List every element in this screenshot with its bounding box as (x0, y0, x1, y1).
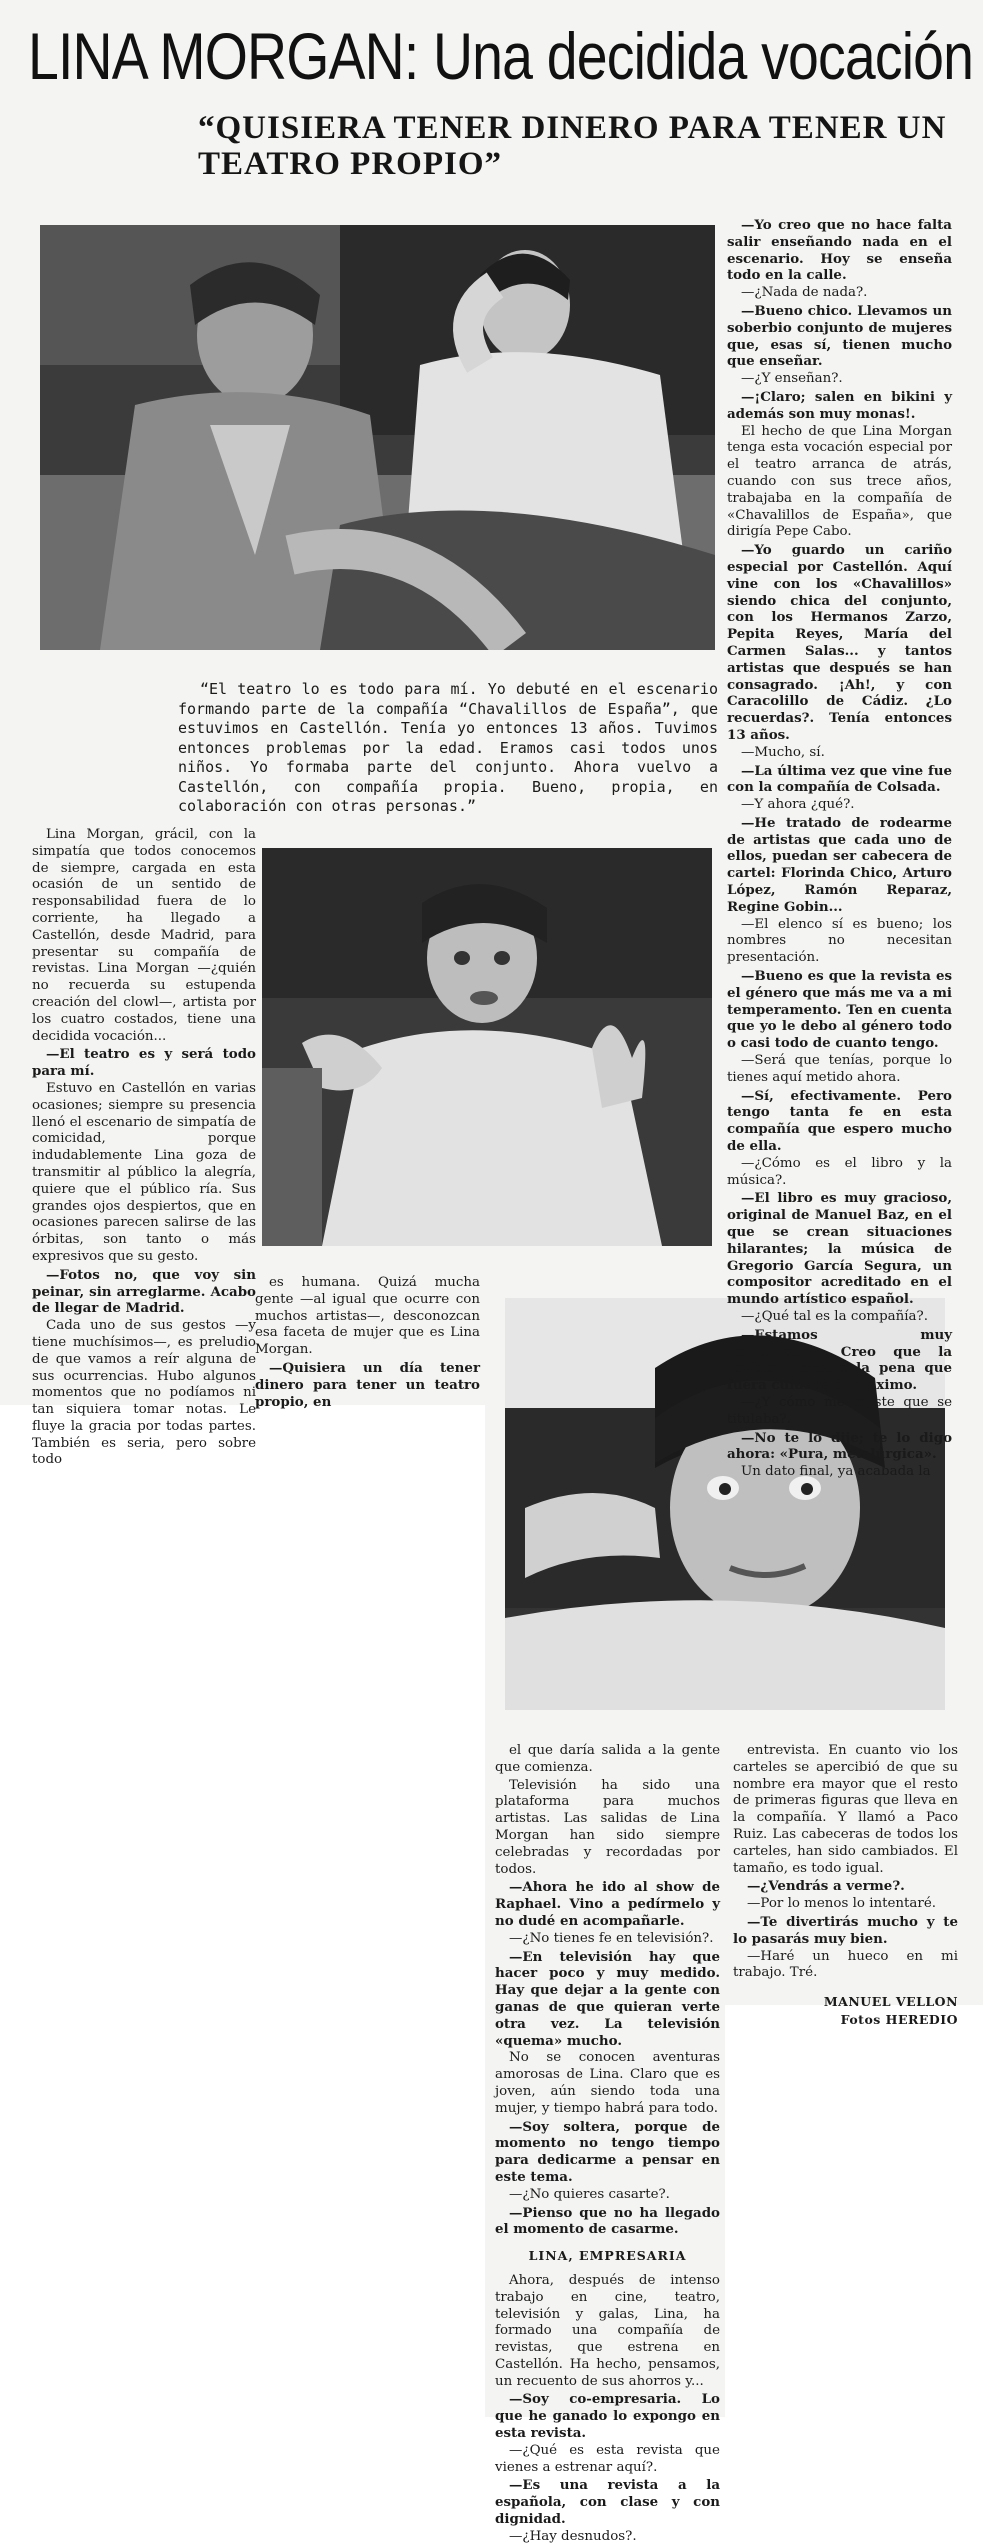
paragraph: —Por lo menos lo intentaré. (747, 1896, 936, 1912)
paragraph: —Es una revista a la española, con clase y con dignidad. (495, 2477, 720, 2528)
column-2 (255, 1275, 480, 1411)
paragraph: Estuvo en Castellón en varias ocasiones; siempre su presencia llenó el escenario de simpatía de comicidad, porque indudablemente Lina goza de transmitir al público la alegría, quiere que el público ría. Sus grandes ojos despiertos, que en ocasiones parecen salirse de las órbitas, son tanto o más expresivos que su gesto. (32, 1080, 256, 1264)
pull-quote-text: “El teatro lo es todo para mí. Yo debuté en el escenario formando parte de la compañía “Chavalillos de España”, que estuvimos en Castellón. Tenía yo entonces 13 años. Tuvimos entonces problemas por la edad. Eramos casi todos unos niños. Yo formaba parte del conjunto. Ahora vuelvo a Castellón, con compañía propia. Bueno, propia, en colaboración con otras personas.” (178, 680, 718, 815)
paragraph: —¿Y enseñan?. (741, 371, 843, 387)
paragraph: —¿Nada de nada?. (741, 285, 868, 301)
paragraph: —Bueno chico. Llevamos un soberbio conjunto de mujeres que, esas sí, tienen mucho que enseñar. (727, 302, 952, 370)
paragraph: —Te divertirás mucho y te lo pasarás muy bien. (733, 1913, 958, 1947)
paragraph: Un dato final, ya acabada la (741, 1464, 931, 1480)
paragraph: —En televisión hay que hacer poco y muy medido. Hay que dejar a la gente con ganas de que quieran verte otra vez. La televisión «quema» mucho. (495, 1948, 720, 2049)
paragraph: —Pienso que no ha llegado el momento de casarme. (495, 2204, 720, 2238)
photo-gesturing (262, 848, 712, 1246)
byline-photos: Fotos HEREDIO (840, 2011, 958, 2027)
photo-sofa-interview (40, 225, 715, 650)
column-4 (495, 1743, 720, 2547)
paragraph: —¿No tienes fe en televisión?. (509, 1930, 714, 1946)
paragraph: —¿Vendrás a verme?. (747, 1878, 905, 1895)
paragraph: —Ahora he ido al show de Raphael. Vino a pedírmelo y no dudé en acompañarle. (495, 1879, 720, 1929)
paragraph: —La última vez que vine fue con la compañía de Colsada. (727, 762, 952, 796)
headline-title: LINA MORGAN: Una decidida vocación (28, 19, 974, 93)
paragraph: —He tratado de rodearme de artistas que cada uno de ellos, puedan ser cabecera de cartel: Florinda Chico, Arturo López, Ramón Reparaz, Regine Gobin... (727, 814, 952, 915)
paragraph: —Bueno es que la revista es el género que más me va a mi temperamento. Ten en cuenta que yo le debo al género todo o casi todo de cuanto tengo. (727, 968, 952, 1052)
paragraph: el que daría salida a la gente que comienza. (495, 1743, 720, 1775)
paragraph: —Yo guardo un cariño especial por Castellón. Aquí vine con los «Chavalillos» siendo chica del conjunto, con los Hermanos Zarzo, Pepita Reyes, María del Carmen Salas... y tantos artistas que después se han consagrado. ¡Ah!, y con Caracolillo de Cádiz. ¿Lo recuerdas?. Tenía entonces 13 años. (727, 542, 952, 743)
paragraph: No se conocen aventuras amorosas de Lina. Claro que es joven, aún siendo toda una mujer, y tiempo habrá para todo. (495, 2050, 720, 2116)
paragraph: —¿Qué es esta revista que vienes a estrenar aquí?. (495, 2442, 720, 2475)
paragraph: —¿No quieres casarte?. (509, 2186, 670, 2202)
column-3 (727, 217, 952, 1482)
paragraph: —El libro es muy gracioso, original de Manuel Baz, en el que se crean situaciones hilarantes; la música de Gregorio García Segura, un compositor acreditado en el mundo artístico español. (727, 1190, 952, 1308)
paragraph: es humana. Quizá mucha gente —al igual que ocurre con muchos artistas—, desconozcan esa faceta de mujer que es Lina Morgan. (255, 1275, 480, 1358)
column-1 (32, 827, 256, 1470)
pull-quote (178, 680, 718, 817)
paragraph: Cada uno de sus gestos —y tiene muchísimos—, es preludio de que vamos a reír alguna de sus ocurrencias. Hubo algunos momentos que no podíamos ni tan siquiera tomar notas. Le fluye la gracia por todas partes. También es seria, pero sobre todo (32, 1318, 256, 1468)
paragraph: —¿Qué tal es la compañía?. (741, 1309, 928, 1324)
paragraph: Lina Morgan, grácil, con la simpatía que todos conocemos de siempre, cargada en esta ocasión de un sentido de responsabilidad fuera de lo corriente, ha llegado a Castellón, desde Madrid, para presentar su compañía de revistas. Lina Morgan —¿quién no recuerda su estupenda creación del clowl—, artista por los cuatro costados, tiene una decidida vocación... (32, 827, 256, 1044)
paragraph: —Sí, efectivamente. Pero tengo tanta fe en esta compañía que espero mucho de ella. (727, 1087, 952, 1155)
paragraph: —El teatro es y será todo para mí. (32, 1046, 256, 1080)
paragraph: —Haré un hueco en mi trabajo. Tré. (733, 1948, 958, 1981)
paragraph: Televisión ha sido una plataforma para muchos artistas. Las salidas de Lina Morgan han sido siempre celebradas y recordadas por todos. (495, 1777, 720, 1877)
paragraph: El hecho de que Lina Morgan tenga esta vocación especial por el teatro arranca de atrás, cuando con sus trece años, trabajaba en la compañía de «Chavalillos de España», que dirigía Pepe Cabo. (727, 423, 952, 540)
byline-author: MANUEL VELLON (823, 1994, 958, 2010)
paragraph: —Fotos no, que voy sin peinar, sin arreglarme. Acabo de llegar de Madrid. (32, 1266, 256, 1317)
paragraph: —Yo creo que no hace falta salir enseñando nada en el escenario. Hoy se enseña todo en la calle. (727, 217, 952, 284)
paragraph: —Será que tenías, porque lo tienes aquí metido ahora. (727, 1053, 952, 1085)
paragraph: —¿Y cómo me dijiste que se titulaba?. (727, 1394, 952, 1427)
paragraph: Ahora, después de intenso trabajo en cine, teatro, televisión y galas, Lina, ha formado una compañía de revistas, que estrena en Castellón. Ha hecho, pensamos, un recuento de sus ahorros y... (495, 2272, 720, 2389)
column-5-body (733, 1743, 958, 1982)
paragraph: —Quisiera un día tener dinero para tener un teatro propio, en (255, 1359, 480, 1410)
paragraph: LINA, EMPRESARIA (528, 2248, 687, 2264)
paragraph: —Estamos muy conjuntados. Creo que la revista merecía la pena que fuera cuidada al máximo. (727, 1326, 952, 1394)
paragraph: —Soy co-empresaria. Lo que he ganado lo expongo en esta revista. (495, 2391, 720, 2442)
paragraph: —Y ahora ¿qué?. (741, 797, 855, 813)
paragraph: —¿Hay desnudos?. (509, 2528, 637, 2544)
paragraph: —Soy soltera, porque de momento no tengo tiempo para dedicarme a pensar en este tema. (495, 2118, 720, 2185)
column-5 (733, 1743, 958, 2030)
headline-subtitle: “QUISIERA TENER DINERO PARA TENER UN TEATRO PROPIO” (198, 110, 947, 182)
paragraph: —¡Claro; salen en bikini y además son muy monas!. (727, 388, 952, 422)
paragraph: —¿Cómo es el libro y la música?. (727, 1155, 952, 1188)
paragraph: —Mucho, sí. (741, 744, 825, 760)
paragraph: entrevista. En cuanto vio los carteles se apercibió de que su nombre era mayor que el resto de primeras figuras que lleva en la compañía. Y llamó a Paco Ruiz. Las cabeceras de todos los carteles, han sido cambiados. El tamaño, es todo igual. (733, 1743, 958, 1876)
paragraph: —No te lo dije; te lo digo ahora: «Pura, metalúrgica». (727, 1429, 952, 1463)
paragraph: —El elenco sí es bueno; los nombres no necesitan presentación. (727, 916, 952, 966)
